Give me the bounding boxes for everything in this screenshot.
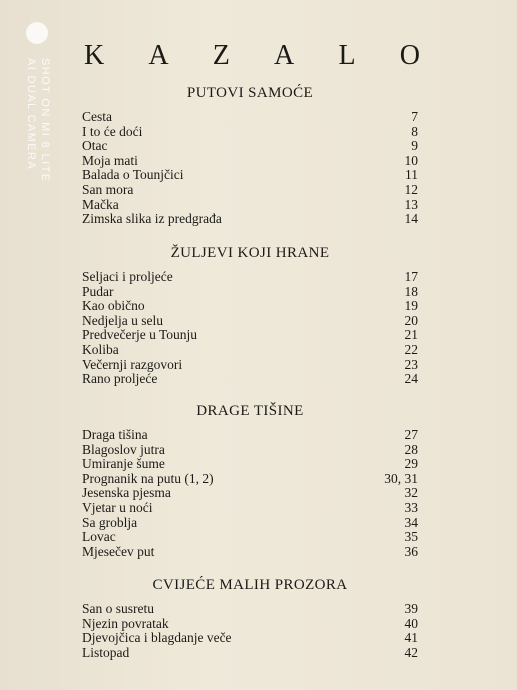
entry-page: 13 <box>404 196 418 212</box>
entry-title: Lovac <box>82 529 116 545</box>
entry-page: 22 <box>404 341 418 357</box>
watermark-text <box>24 58 52 182</box>
entry-title: Blagoslov jutra <box>82 441 165 457</box>
toc-entry[interactable] <box>82 212 418 227</box>
entry-title: Predvečerje u Tounju <box>82 327 198 343</box>
toc-entry[interactable] <box>82 530 418 545</box>
entry-page: 28 <box>404 441 418 457</box>
entry-page: 9 <box>411 138 418 154</box>
toc-entry[interactable] <box>82 183 418 198</box>
entry-title: Moja mati <box>82 152 138 168</box>
entry-page: 7 <box>411 109 418 124</box>
entry-page: 19 <box>404 298 418 314</box>
entry-title: Zimska slika iz predgrađa <box>82 211 222 227</box>
watermark-line-1: SHOT ON MI 8 LITE <box>39 58 51 183</box>
entry-page: 35 <box>404 529 418 545</box>
entry-title: Seljaci i proljeće <box>82 269 173 284</box>
toc-entry[interactable] <box>82 501 418 516</box>
entry-title: Sa groblja <box>82 514 138 530</box>
entry-title: Nedjelja u selu <box>82 312 163 328</box>
toc-entry[interactable] <box>82 110 418 125</box>
toc-entry[interactable] <box>82 443 418 458</box>
entry-page: 8 <box>411 123 418 139</box>
entry-page: 42 <box>404 644 418 660</box>
entry-title: Prognanik na putu (1, 2) <box>82 470 214 486</box>
toc-entry[interactable] <box>82 168 418 183</box>
page-title <box>84 40 420 74</box>
toc-list <box>82 270 418 387</box>
title-letter: K <box>84 40 105 71</box>
toc-entry[interactable] <box>82 472 418 487</box>
entry-page: 36 <box>404 543 418 559</box>
toc-list <box>82 110 418 227</box>
section-putovi-samoce <box>82 82 418 227</box>
toc-entry[interactable] <box>82 457 418 472</box>
toc-entry[interactable] <box>82 602 418 617</box>
toc-entry[interactable] <box>82 139 418 154</box>
toc-entry[interactable] <box>82 125 418 140</box>
title-letter: Z <box>212 40 230 71</box>
toc-entry[interactable] <box>82 299 418 314</box>
toc-entry[interactable] <box>82 358 418 373</box>
entry-page: 32 <box>404 485 418 501</box>
entry-title: Večernji razgovori <box>82 356 183 372</box>
title-letter: A <box>274 40 295 71</box>
entry-title: I to će doći <box>82 123 143 139</box>
entry-page: 21 <box>404 327 418 343</box>
toc-entry[interactable] <box>82 154 418 169</box>
entry-title: Pudar <box>82 283 114 299</box>
entry-title: Mačka <box>82 196 119 212</box>
entry-title: Umiranje šume <box>82 456 165 472</box>
entry-page: 41 <box>404 630 418 646</box>
toc-entry[interactable] <box>82 646 418 661</box>
entry-page: 10 <box>404 152 418 168</box>
toc-entry[interactable] <box>82 328 418 343</box>
entry-page: 34 <box>404 514 418 530</box>
entry-title: San o susretu <box>82 601 154 616</box>
entry-title: San mora <box>82 181 134 197</box>
entry-page: 24 <box>404 371 418 387</box>
entry-title: Otac <box>82 138 108 154</box>
entry-page: 40 <box>404 615 418 631</box>
entry-title: Vjetar u noći <box>82 499 153 515</box>
toc-list <box>82 428 418 559</box>
entry-page: 39 <box>404 601 418 616</box>
entry-title: Draga tišina <box>82 427 148 442</box>
entry-page: 12 <box>404 181 418 197</box>
toc-entry[interactable] <box>82 198 418 213</box>
entry-title: Listopad <box>82 644 130 660</box>
section-cvijece-malih-prozora <box>82 574 418 660</box>
section-heading: DRAGE TIŠINE <box>196 403 304 419</box>
title-letter: O <box>399 40 420 71</box>
section-zuljevi-koji-hrane <box>82 242 418 387</box>
toc-entry[interactable] <box>82 617 418 632</box>
entry-title: Mjesečev put <box>82 543 155 559</box>
camera-dot-icon <box>26 22 48 44</box>
entry-page: 18 <box>404 283 418 299</box>
entry-title: Kao obično <box>82 298 145 314</box>
entry-page: 27 <box>404 427 418 442</box>
entry-title: Jesenska pjesma <box>82 485 171 501</box>
section-heading: PUTOVI SAMOĆE <box>186 85 314 101</box>
entry-title: Cesta <box>82 109 112 124</box>
watermark-line-2: AI DUAL CAMERA <box>25 58 37 171</box>
toc-entry[interactable] <box>82 631 418 646</box>
entry-page: 33 <box>404 499 418 515</box>
entry-page: 17 <box>404 269 418 284</box>
toc-list <box>82 602 418 660</box>
entry-page: 11 <box>405 167 418 183</box>
entry-page: 23 <box>404 356 418 372</box>
entry-title: Djevojčica i blagdanje veče <box>82 630 232 646</box>
toc-entry[interactable] <box>82 516 418 531</box>
section-drage-tisine <box>82 400 418 559</box>
entry-page: 14 <box>404 211 418 227</box>
entry-page: 30, 31 <box>384 470 418 486</box>
entry-title: Njezin povratak <box>82 615 169 631</box>
entry-title: Koliba <box>82 341 119 357</box>
section-heading: ŽULJEVI KOJI HRANE <box>170 245 330 261</box>
entry-page: 29 <box>404 456 418 472</box>
toc-entry[interactable] <box>82 486 418 501</box>
toc-entry[interactable] <box>82 372 418 387</box>
entry-title: Rano proljeće <box>82 371 158 387</box>
toc-entry[interactable] <box>82 545 418 560</box>
entry-page: 20 <box>404 312 418 328</box>
entry-title: Balada o Tounjčici <box>82 167 184 183</box>
toc-entry[interactable] <box>82 343 418 358</box>
toc-entry[interactable] <box>82 285 418 300</box>
toc-entry[interactable] <box>82 270 418 285</box>
toc-entry[interactable] <box>82 314 418 329</box>
title-letter: L <box>338 40 356 71</box>
title-letter: A <box>148 40 169 71</box>
camera-watermark <box>0 0 60 260</box>
section-heading: CVIJEĆE MALIH PROZORA <box>152 577 348 593</box>
toc-entry[interactable] <box>82 428 418 443</box>
